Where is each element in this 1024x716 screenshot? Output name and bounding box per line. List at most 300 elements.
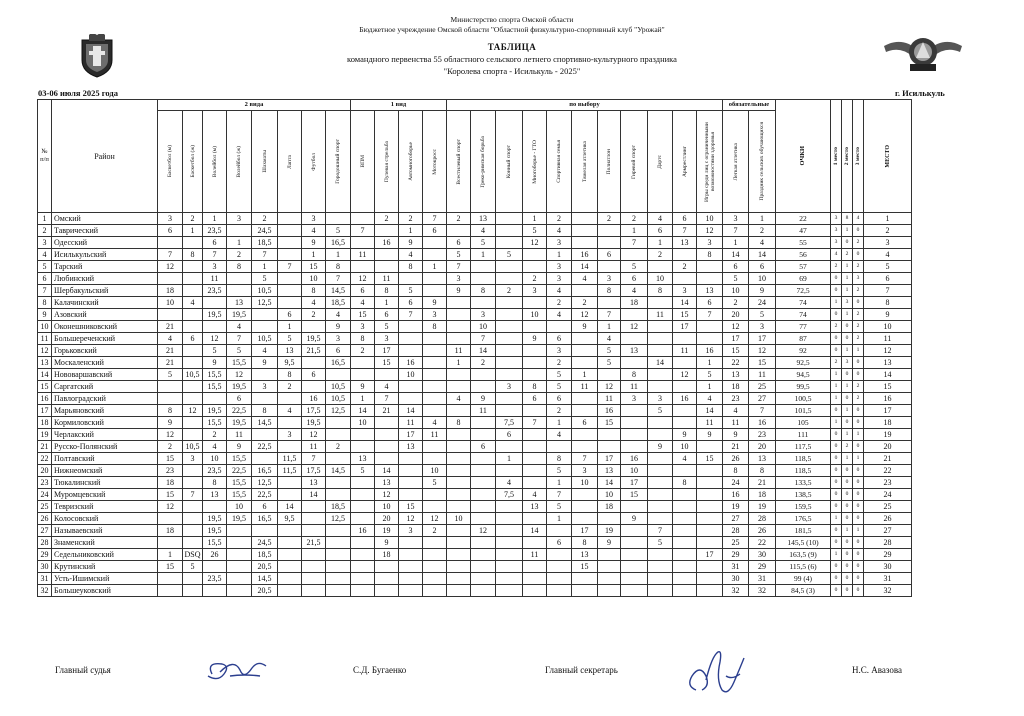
table-row <box>38 453 912 465</box>
score-cell: 1 <box>547 249 572 261</box>
final-place-cell: 15 <box>864 381 912 393</box>
score-cell: 20 <box>375 513 399 525</box>
score-cell <box>183 261 203 273</box>
district-name-cell: Седельниковский <box>52 549 158 561</box>
row-number-cell: 1 <box>38 213 52 225</box>
score-cell: 8 <box>697 249 723 261</box>
score-cell: 6 <box>203 237 227 249</box>
medal-count-cell: 0 <box>853 357 864 369</box>
score-cell: 12 <box>673 369 697 381</box>
score-cell <box>183 477 203 489</box>
score-cell <box>572 213 598 225</box>
score-cell: 17 <box>673 321 697 333</box>
score-cell <box>423 501 447 513</box>
score-cell <box>523 561 547 573</box>
score-cell: 3 <box>572 465 598 477</box>
score-cell: 7 <box>749 405 776 417</box>
score-cell: 8 <box>302 285 326 297</box>
district-name-cell: Полтавский <box>52 453 158 465</box>
score-cell <box>447 225 471 237</box>
score-cell <box>572 405 598 417</box>
score-cell: 1 <box>471 249 496 261</box>
score-cell: 25 <box>723 537 749 549</box>
medal-count-cell: 1 <box>831 393 842 405</box>
score-cell <box>621 549 648 561</box>
medal-count-cell: 0 <box>842 585 853 597</box>
district-name-cell: Шербакульский <box>52 285 158 297</box>
score-cell: 8 <box>447 417 471 429</box>
score-cell <box>621 333 648 345</box>
score-cell <box>523 321 547 333</box>
score-cell: 23,5 <box>203 465 227 477</box>
medal-count-cell: 0 <box>831 585 842 597</box>
score-cell <box>375 249 399 261</box>
score-cell <box>648 261 673 273</box>
score-cell: 16 <box>673 393 697 405</box>
score-cell <box>326 525 351 537</box>
row-number-cell: 20 <box>38 465 52 477</box>
score-cell: 12 <box>351 273 375 285</box>
score-cell: 18,5 <box>252 549 278 561</box>
score-cell: 4 <box>227 321 252 333</box>
score-cell: 15 <box>598 417 621 429</box>
final-place-cell: 22 <box>864 465 912 477</box>
score-cell <box>302 513 326 525</box>
medal-count-cell: 0 <box>842 465 853 477</box>
score-cell: 24 <box>723 477 749 489</box>
district-name-cell: Знаменский <box>52 537 158 549</box>
score-cell <box>326 573 351 585</box>
score-cell <box>252 393 278 405</box>
score-cell <box>447 489 471 501</box>
score-cell: 13 <box>302 477 326 489</box>
score-cell: 3 <box>183 453 203 465</box>
score-cell: 6 <box>227 393 252 405</box>
score-cell: 14 <box>278 501 302 513</box>
score-cell <box>572 489 598 501</box>
table-row <box>38 585 912 597</box>
score-cell: 1 <box>227 237 252 249</box>
medal-count-cell: 0 <box>842 489 853 501</box>
score-cell <box>447 549 471 561</box>
score-cell: 1 <box>697 381 723 393</box>
score-cell <box>598 585 621 597</box>
score-cell <box>471 513 496 525</box>
score-cell: 5 <box>158 369 183 381</box>
score-cell <box>673 525 697 537</box>
district-name-cell: Черлакский <box>52 429 158 441</box>
score-cell <box>572 585 598 597</box>
score-cell: 10 <box>697 213 723 225</box>
score-cell: 3 <box>399 525 423 537</box>
score-cell: 9,5 <box>278 513 302 525</box>
column-second-places-header: 2 место <box>842 100 853 213</box>
score-cell: 11 <box>673 345 697 357</box>
score-cell: 16,5 <box>252 513 278 525</box>
score-cell <box>227 537 252 549</box>
score-cell <box>375 561 399 573</box>
score-cell <box>447 441 471 453</box>
score-cell <box>648 321 673 333</box>
score-cell <box>423 405 447 417</box>
score-cell: 13 <box>203 489 227 501</box>
score-cell: 22 <box>749 537 776 549</box>
score-cell: 7 <box>158 249 183 261</box>
score-cell <box>621 405 648 417</box>
score-cell <box>326 213 351 225</box>
score-cell <box>648 429 673 441</box>
chief-judge-name: С.Д. Бугаенко <box>353 665 407 675</box>
score-cell <box>158 537 183 549</box>
score-cell <box>302 357 326 369</box>
score-cell: 13 <box>351 453 375 465</box>
score-cell: 9 <box>158 417 183 429</box>
score-cell: 16 <box>399 357 423 369</box>
score-cell <box>183 357 203 369</box>
table-row <box>38 249 912 261</box>
score-cell <box>547 549 572 561</box>
score-cell <box>278 561 302 573</box>
score-cell: 10 <box>399 369 423 381</box>
score-cell <box>399 321 423 333</box>
score-cell <box>621 561 648 573</box>
score-cell: 6 <box>572 417 598 429</box>
points-cell: 181,5 <box>776 525 831 537</box>
score-cell: 15 <box>158 561 183 573</box>
score-cell: 19,5 <box>227 381 252 393</box>
score-cell: 1 <box>447 357 471 369</box>
score-cell: 14,5 <box>326 465 351 477</box>
sport-column-header: Волейбол (ж) <box>227 111 252 213</box>
score-cell: 2 <box>227 249 252 261</box>
score-cell <box>351 549 375 561</box>
score-cell <box>496 549 523 561</box>
score-cell: 19,5 <box>203 513 227 525</box>
score-cell <box>326 489 351 501</box>
score-cell: 7 <box>351 225 375 237</box>
score-cell: 16 <box>749 417 776 429</box>
score-cell <box>697 321 723 333</box>
score-cell <box>471 429 496 441</box>
score-cell: 12,5 <box>326 405 351 417</box>
score-cell: 7 <box>203 249 227 261</box>
score-cell <box>648 453 673 465</box>
score-cell <box>697 585 723 597</box>
score-cell: 8 <box>183 249 203 261</box>
score-cell <box>423 585 447 597</box>
medal-count-cell: 0 <box>853 441 864 453</box>
medal-count-cell: 0 <box>853 489 864 501</box>
score-cell <box>399 345 423 357</box>
results-table <box>37 99 912 597</box>
score-cell: 14 <box>375 465 399 477</box>
score-cell <box>572 573 598 585</box>
score-cell <box>158 309 183 321</box>
score-cell: 10 <box>423 465 447 477</box>
score-cell: 10,5 <box>183 441 203 453</box>
score-cell <box>203 501 227 513</box>
score-cell: 12,5 <box>252 477 278 489</box>
score-cell <box>278 585 302 597</box>
score-cell <box>399 561 423 573</box>
event-city: г. Исилькуль <box>895 88 945 98</box>
score-cell: 32 <box>749 585 776 597</box>
score-cell: 28 <box>749 513 776 525</box>
score-cell: 7 <box>547 489 572 501</box>
score-cell: 14 <box>399 405 423 417</box>
district-name-cell: Любинский <box>52 273 158 285</box>
score-cell: 23,5 <box>203 573 227 585</box>
medal-count-cell: 1 <box>831 513 842 525</box>
score-cell <box>351 369 375 381</box>
score-cell: 3 <box>697 237 723 249</box>
score-cell <box>183 465 203 477</box>
sport-column-header: Легкая атлетика <box>723 111 749 213</box>
ministry-line: Министерство спорта Омской области <box>450 15 574 24</box>
score-cell: 14 <box>471 345 496 357</box>
institution-line: Бюджетное учреждение Омской области "Областной физкультурно-спортивный клуб "Урожай" <box>359 25 665 34</box>
score-cell: 18 <box>621 297 648 309</box>
row-number-cell: 19 <box>38 429 52 441</box>
score-cell <box>598 225 621 237</box>
score-cell: 3 <box>598 273 621 285</box>
medal-count-cell: 0 <box>842 333 853 345</box>
score-cell: 15 <box>749 357 776 369</box>
score-cell <box>496 225 523 237</box>
sport-column-header: Мотокросс <box>423 111 447 213</box>
score-cell <box>399 333 423 345</box>
medal-count-cell: 0 <box>831 477 842 489</box>
score-cell: 7 <box>723 225 749 237</box>
score-cell: 6 <box>471 441 496 453</box>
score-cell: 9 <box>697 429 723 441</box>
final-place-cell: 11 <box>864 333 912 345</box>
score-cell: 2 <box>471 357 496 369</box>
medal-count-cell: 0 <box>831 573 842 585</box>
score-cell: 9 <box>749 285 776 297</box>
score-cell: 4 <box>278 405 302 417</box>
score-cell <box>697 561 723 573</box>
score-cell: 3 <box>749 321 776 333</box>
score-cell: 4 <box>547 309 572 321</box>
medal-count-cell: 0 <box>842 573 853 585</box>
district-name-cell: Азовский <box>52 309 158 321</box>
table-row <box>38 225 912 237</box>
medal-count-cell: 1 <box>831 297 842 309</box>
score-cell: 5 <box>547 369 572 381</box>
score-cell: 4 <box>351 297 375 309</box>
table-row <box>38 417 912 429</box>
score-cell: 1 <box>351 393 375 405</box>
score-cell: 10 <box>203 453 227 465</box>
score-cell: 8 <box>326 261 351 273</box>
score-cell: 29 <box>749 561 776 573</box>
column-district-header: Район <box>52 100 158 213</box>
medal-count-cell: 2 <box>853 309 864 321</box>
score-cell <box>673 489 697 501</box>
medal-count-cell: 1 <box>842 381 853 393</box>
points-cell: 138,5 <box>776 489 831 501</box>
score-cell <box>697 501 723 513</box>
medal-count-cell: 0 <box>831 537 842 549</box>
score-cell: 4 <box>749 237 776 249</box>
table-row <box>38 513 912 525</box>
score-cell: 3 <box>278 429 302 441</box>
score-cell: 2 <box>523 273 547 285</box>
score-cell <box>423 381 447 393</box>
score-cell: 21 <box>749 477 776 489</box>
score-cell: 7 <box>423 213 447 225</box>
table-row <box>38 537 912 549</box>
score-cell: 14,5 <box>326 285 351 297</box>
score-cell <box>673 549 697 561</box>
medal-count-cell: 1 <box>853 453 864 465</box>
score-cell: 15 <box>351 309 375 321</box>
score-cell: 11 <box>648 309 673 321</box>
score-cell <box>423 285 447 297</box>
score-cell <box>326 585 351 597</box>
score-cell <box>447 333 471 345</box>
score-cell: 18 <box>375 549 399 561</box>
score-cell <box>351 357 375 369</box>
score-cell: 12 <box>723 321 749 333</box>
points-cell: 55 <box>776 237 831 249</box>
score-cell <box>496 261 523 273</box>
score-cell: 20 <box>723 309 749 321</box>
score-cell <box>572 441 598 453</box>
score-cell: 6 <box>447 237 471 249</box>
score-cell <box>697 333 723 345</box>
score-cell <box>673 537 697 549</box>
score-cell: 7 <box>302 453 326 465</box>
score-cell: 7 <box>183 489 203 501</box>
score-cell: 12 <box>399 513 423 525</box>
medal-count-cell: 0 <box>842 417 853 429</box>
score-cell <box>572 285 598 297</box>
score-cell <box>252 369 278 381</box>
score-cell: 1 <box>203 213 227 225</box>
table-row <box>38 213 912 225</box>
score-cell: 19,5 <box>203 405 227 417</box>
score-cell: 17 <box>572 525 598 537</box>
score-cell <box>523 585 547 597</box>
sport-column-header: Полиатлон <box>598 111 621 213</box>
score-cell <box>351 213 375 225</box>
score-cell <box>447 585 471 597</box>
group-two-sports-header: 2 вида <box>158 100 351 111</box>
score-cell: 5 <box>375 321 399 333</box>
score-cell: 11 <box>749 369 776 381</box>
column-points-header: ОЧКИ <box>776 100 831 213</box>
score-cell <box>471 537 496 549</box>
sport-column-header: Гиревой спорт <box>621 111 648 213</box>
final-place-cell: 9 <box>864 309 912 321</box>
score-cell: 8 <box>598 285 621 297</box>
score-cell: 12 <box>598 381 621 393</box>
score-cell <box>673 501 697 513</box>
score-cell: 12 <box>523 237 547 249</box>
score-cell <box>496 393 523 405</box>
final-place-cell: 13 <box>864 357 912 369</box>
score-cell <box>523 429 547 441</box>
score-cell: 13 <box>278 345 302 357</box>
sport-column-header: Баскетбол (м) <box>158 111 183 213</box>
medal-count-cell: 0 <box>831 333 842 345</box>
medal-count-cell: 0 <box>842 321 853 333</box>
score-cell: 2 <box>547 405 572 417</box>
score-cell <box>351 441 375 453</box>
score-cell <box>158 513 183 525</box>
row-number-cell: 30 <box>38 561 52 573</box>
chief-secretary-label: Главный секретарь <box>545 665 618 675</box>
score-cell <box>697 441 723 453</box>
score-cell: 22,5 <box>227 465 252 477</box>
score-cell <box>697 537 723 549</box>
score-cell: 8 <box>523 381 547 393</box>
score-cell <box>523 453 547 465</box>
score-cell <box>423 489 447 501</box>
chief-secretary-name: Н.С. Авазова <box>852 665 903 675</box>
score-cell: 11 <box>471 405 496 417</box>
score-cell: 9 <box>252 357 278 369</box>
row-number-cell: 3 <box>38 237 52 249</box>
score-cell <box>496 585 523 597</box>
score-cell: 13 <box>471 213 496 225</box>
score-cell <box>399 273 423 285</box>
medal-count-cell: 1 <box>831 417 842 429</box>
score-cell: 12 <box>183 405 203 417</box>
score-cell: 9 <box>351 381 375 393</box>
score-cell <box>496 561 523 573</box>
score-cell: 6 <box>252 501 278 513</box>
sport-column-header: Городошный спорт <box>326 111 351 213</box>
score-cell <box>471 549 496 561</box>
score-cell: 13 <box>598 465 621 477</box>
score-cell <box>598 573 621 585</box>
points-cell: 56 <box>776 249 831 261</box>
score-cell: 21 <box>375 405 399 417</box>
row-number-cell: 31 <box>38 573 52 585</box>
score-cell: 15 <box>158 489 183 501</box>
score-cell: 1 <box>496 453 523 465</box>
score-cell <box>673 561 697 573</box>
chief-judge-signature <box>200 652 272 690</box>
score-cell: 10 <box>471 321 496 333</box>
medal-count-cell: 0 <box>853 417 864 429</box>
score-cell <box>598 441 621 453</box>
medal-count-cell: 0 <box>853 249 864 261</box>
score-cell: 16,5 <box>326 237 351 249</box>
score-cell <box>183 381 203 393</box>
score-cell: 11 <box>572 381 598 393</box>
score-cell <box>648 513 673 525</box>
score-cell <box>496 369 523 381</box>
score-cell: 15,5 <box>203 537 227 549</box>
score-cell: 5 <box>749 309 776 321</box>
sport-column-header: Конный спорт <box>496 111 523 213</box>
score-cell: 5 <box>227 345 252 357</box>
table-row <box>38 393 912 405</box>
score-cell <box>621 537 648 549</box>
score-cell: 1 <box>598 321 621 333</box>
score-cell <box>598 429 621 441</box>
medal-count-cell: 3 <box>831 237 842 249</box>
score-cell <box>302 501 326 513</box>
score-cell: 13 <box>749 453 776 465</box>
medal-count-cell: 0 <box>853 585 864 597</box>
score-cell <box>598 261 621 273</box>
score-cell: 16 <box>375 237 399 249</box>
